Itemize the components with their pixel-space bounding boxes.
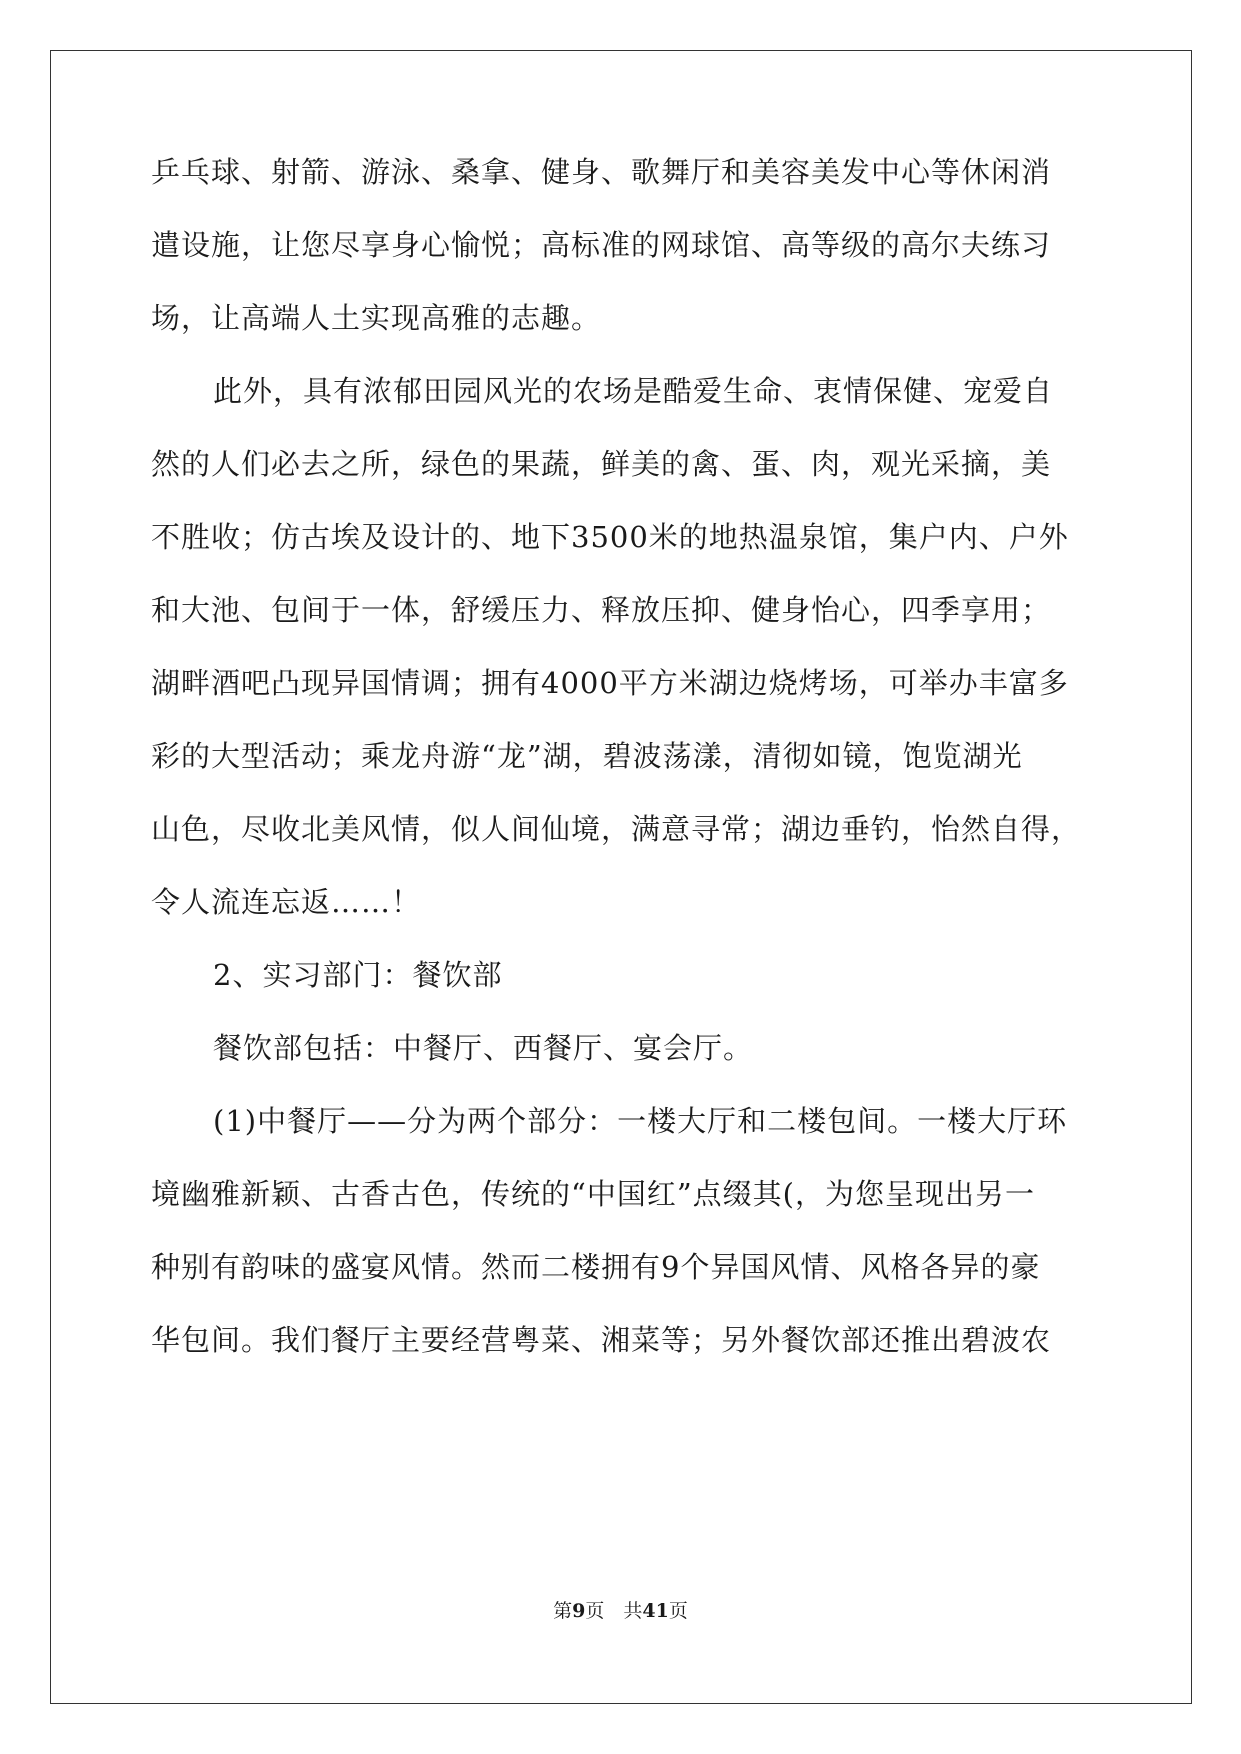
paragraph-line: 遣设施，让您尽享身心愉悦；高标准的网球馆、高等级的高尔夫练习	[151, 228, 1052, 262]
current-page-number: 9	[572, 1600, 586, 1622]
paragraph-line: 华包间。我们餐厅主要经营粤菜、湘菜等；另外餐饮部还推出碧波农	[151, 1323, 1052, 1357]
total-page-count: 41	[642, 1600, 669, 1622]
footer-prefix: 第	[553, 1600, 573, 1622]
paragraph-line: 种别有韵味的盛宴风情。然而二楼拥有9个异国风情、风格各异的豪	[151, 1250, 1041, 1284]
paragraph-line: (1)中餐厅——分为两个部分：一楼大厅和二楼包间。一楼大厅环	[213, 1104, 1068, 1138]
paragraph-line: 此外，具有浓郁田园风光的农场是酷爱生命、衷情保健、宠爱自	[213, 374, 1054, 408]
paragraph-line: 场，让高端人土实现高雅的志趣。	[151, 301, 602, 335]
paragraph-line: 彩的大型活动；乘龙舟游“龙”湖，碧波荡漾，清彻如镜，饱览湖光	[151, 739, 1023, 773]
footer-mid: 页 共	[585, 1600, 643, 1622]
paragraph-line: 山色，尽收北美风情，似人间仙境，满意寻常；湖边垂钓，怡然自得，	[151, 812, 1082, 846]
paragraph-line: 境幽雅新颖、古香古色，传统的“中国红”点缀其(，为您呈现出另一	[151, 1177, 1035, 1211]
paragraph-line: 乒乓球、射箭、游泳、桑拿、健身、歌舞厅和美容美发中心等休闲消	[151, 155, 1052, 189]
paragraph-line: 不胜收；仿古埃及设计的、地下3500米的地热温泉馆，集户内、户外	[151, 520, 1069, 554]
paragraph-line: 和大池、包间于一体，舒缓压力、释放压抑、健身怡心，四季享用；	[151, 593, 1052, 627]
page-footer	[0, 1596, 1241, 1623]
section-heading: 2、实习部门：餐饮部	[213, 958, 503, 992]
paragraph-line: 令人流连忘返……！	[151, 885, 422, 919]
footer-suffix: 页	[668, 1600, 688, 1622]
paragraph-line: 然的人们必去之所，绿色的果蔬，鲜美的禽、蛋、肉，观光采摘，美	[151, 447, 1052, 481]
paragraph-line: 湖畔酒吧凸现异国情调；拥有4000平方米湖边烧烤场，可举办丰富多	[151, 666, 1069, 700]
paragraph-line: 餐饮部包括：中餐厅、西餐厅、宴会厅。	[213, 1031, 754, 1065]
